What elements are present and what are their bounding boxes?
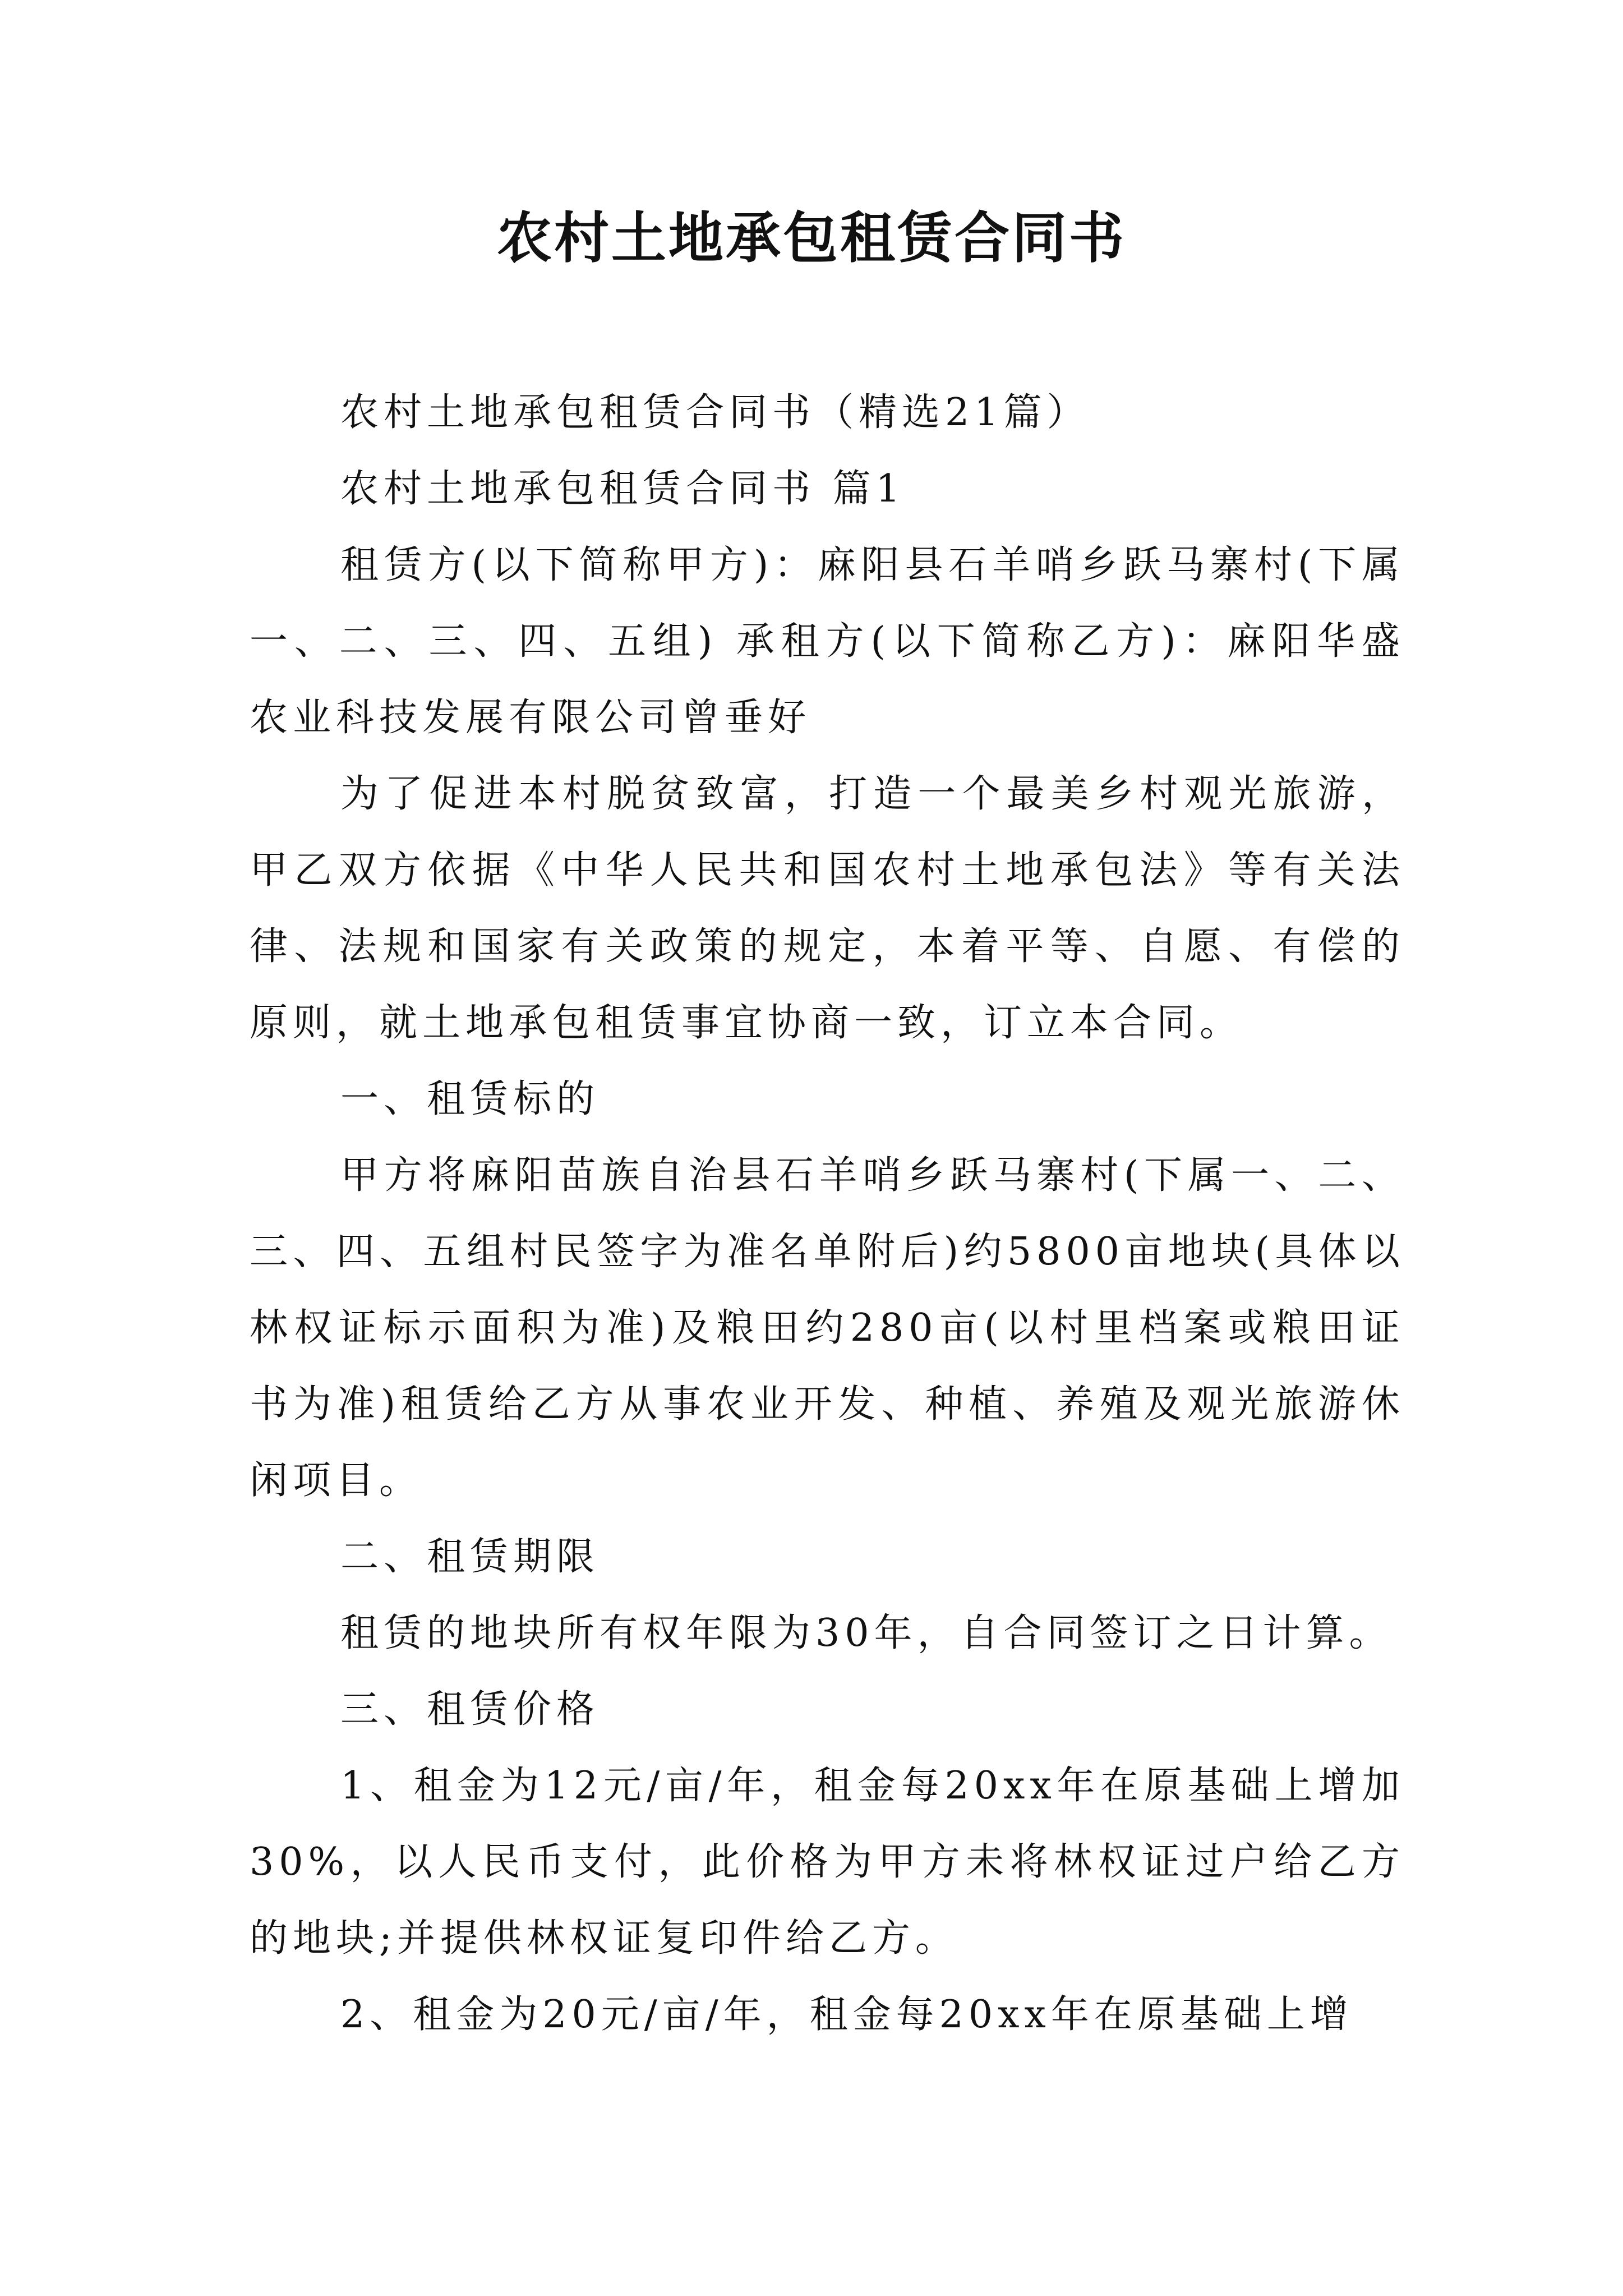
price-item-1: 1、租金为12元/亩/年，租金每20xx年在原基础上增加30%，以人民币支付，此价格为甲方未将林权证过户给乙方的地块;并提供林权证复印件给乙方。: [250, 1764, 1405, 1961]
document-body: [250, 375, 1405, 2053]
subtitle-paragraph: 农村土地承包租赁合同书（精选21篇）: [340, 390, 1090, 435]
purpose-paragraph: 为了促进本村脱贫致富，打造一个最美乡村观光旅游，甲乙双方依据《中华人民共和国农村土地承包法》等有关法律、法规和国家有关政策的规定，本着平等、自愿、有偿的原则，就土地承包租赁事宜协商一致，订立本合同。: [250, 772, 1405, 1045]
heading-lease-price: 三、租赁价格: [340, 1687, 600, 1732]
lease-term-paragraph: 租赁的地块所有权年限为30年，自合同签订之日计算。: [340, 1611, 1393, 1655]
price-item-2: 2、租金为20元/亩/年，租金每20xx年在原基础上增: [340, 1993, 1353, 2037]
heading-lease-term: 二、租赁期限: [340, 1535, 600, 1579]
document-title: 农村土地承包租赁合同书: [496, 206, 1126, 270]
parties-paragraph: 租赁方(以下简称甲方)：麻阳县石羊哨乡跃马寨村(下属一、二、三、四、五组) 承租方(以下简称乙方)：麻阳华盛农业科技发展有限公司曾垂好: [250, 543, 1405, 740]
section-label-paragraph: 农村土地承包租赁合同书 篇1: [340, 467, 905, 511]
heading-lease-subject: 一、租赁标的: [340, 1077, 600, 1121]
lease-subject-paragraph: 甲方将麻阳苗族自治县石羊哨乡跃马寨村(下属一、二、三、四、五组村民签字为准名单附后)约5800亩地块(具体以林权证标示面积为准)及粮田约280亩(以村里档案或粮田证书为准)租赁给乙方从事农业开发、种植、养殖及观光旅游休闲项目。: [250, 1153, 1405, 1503]
